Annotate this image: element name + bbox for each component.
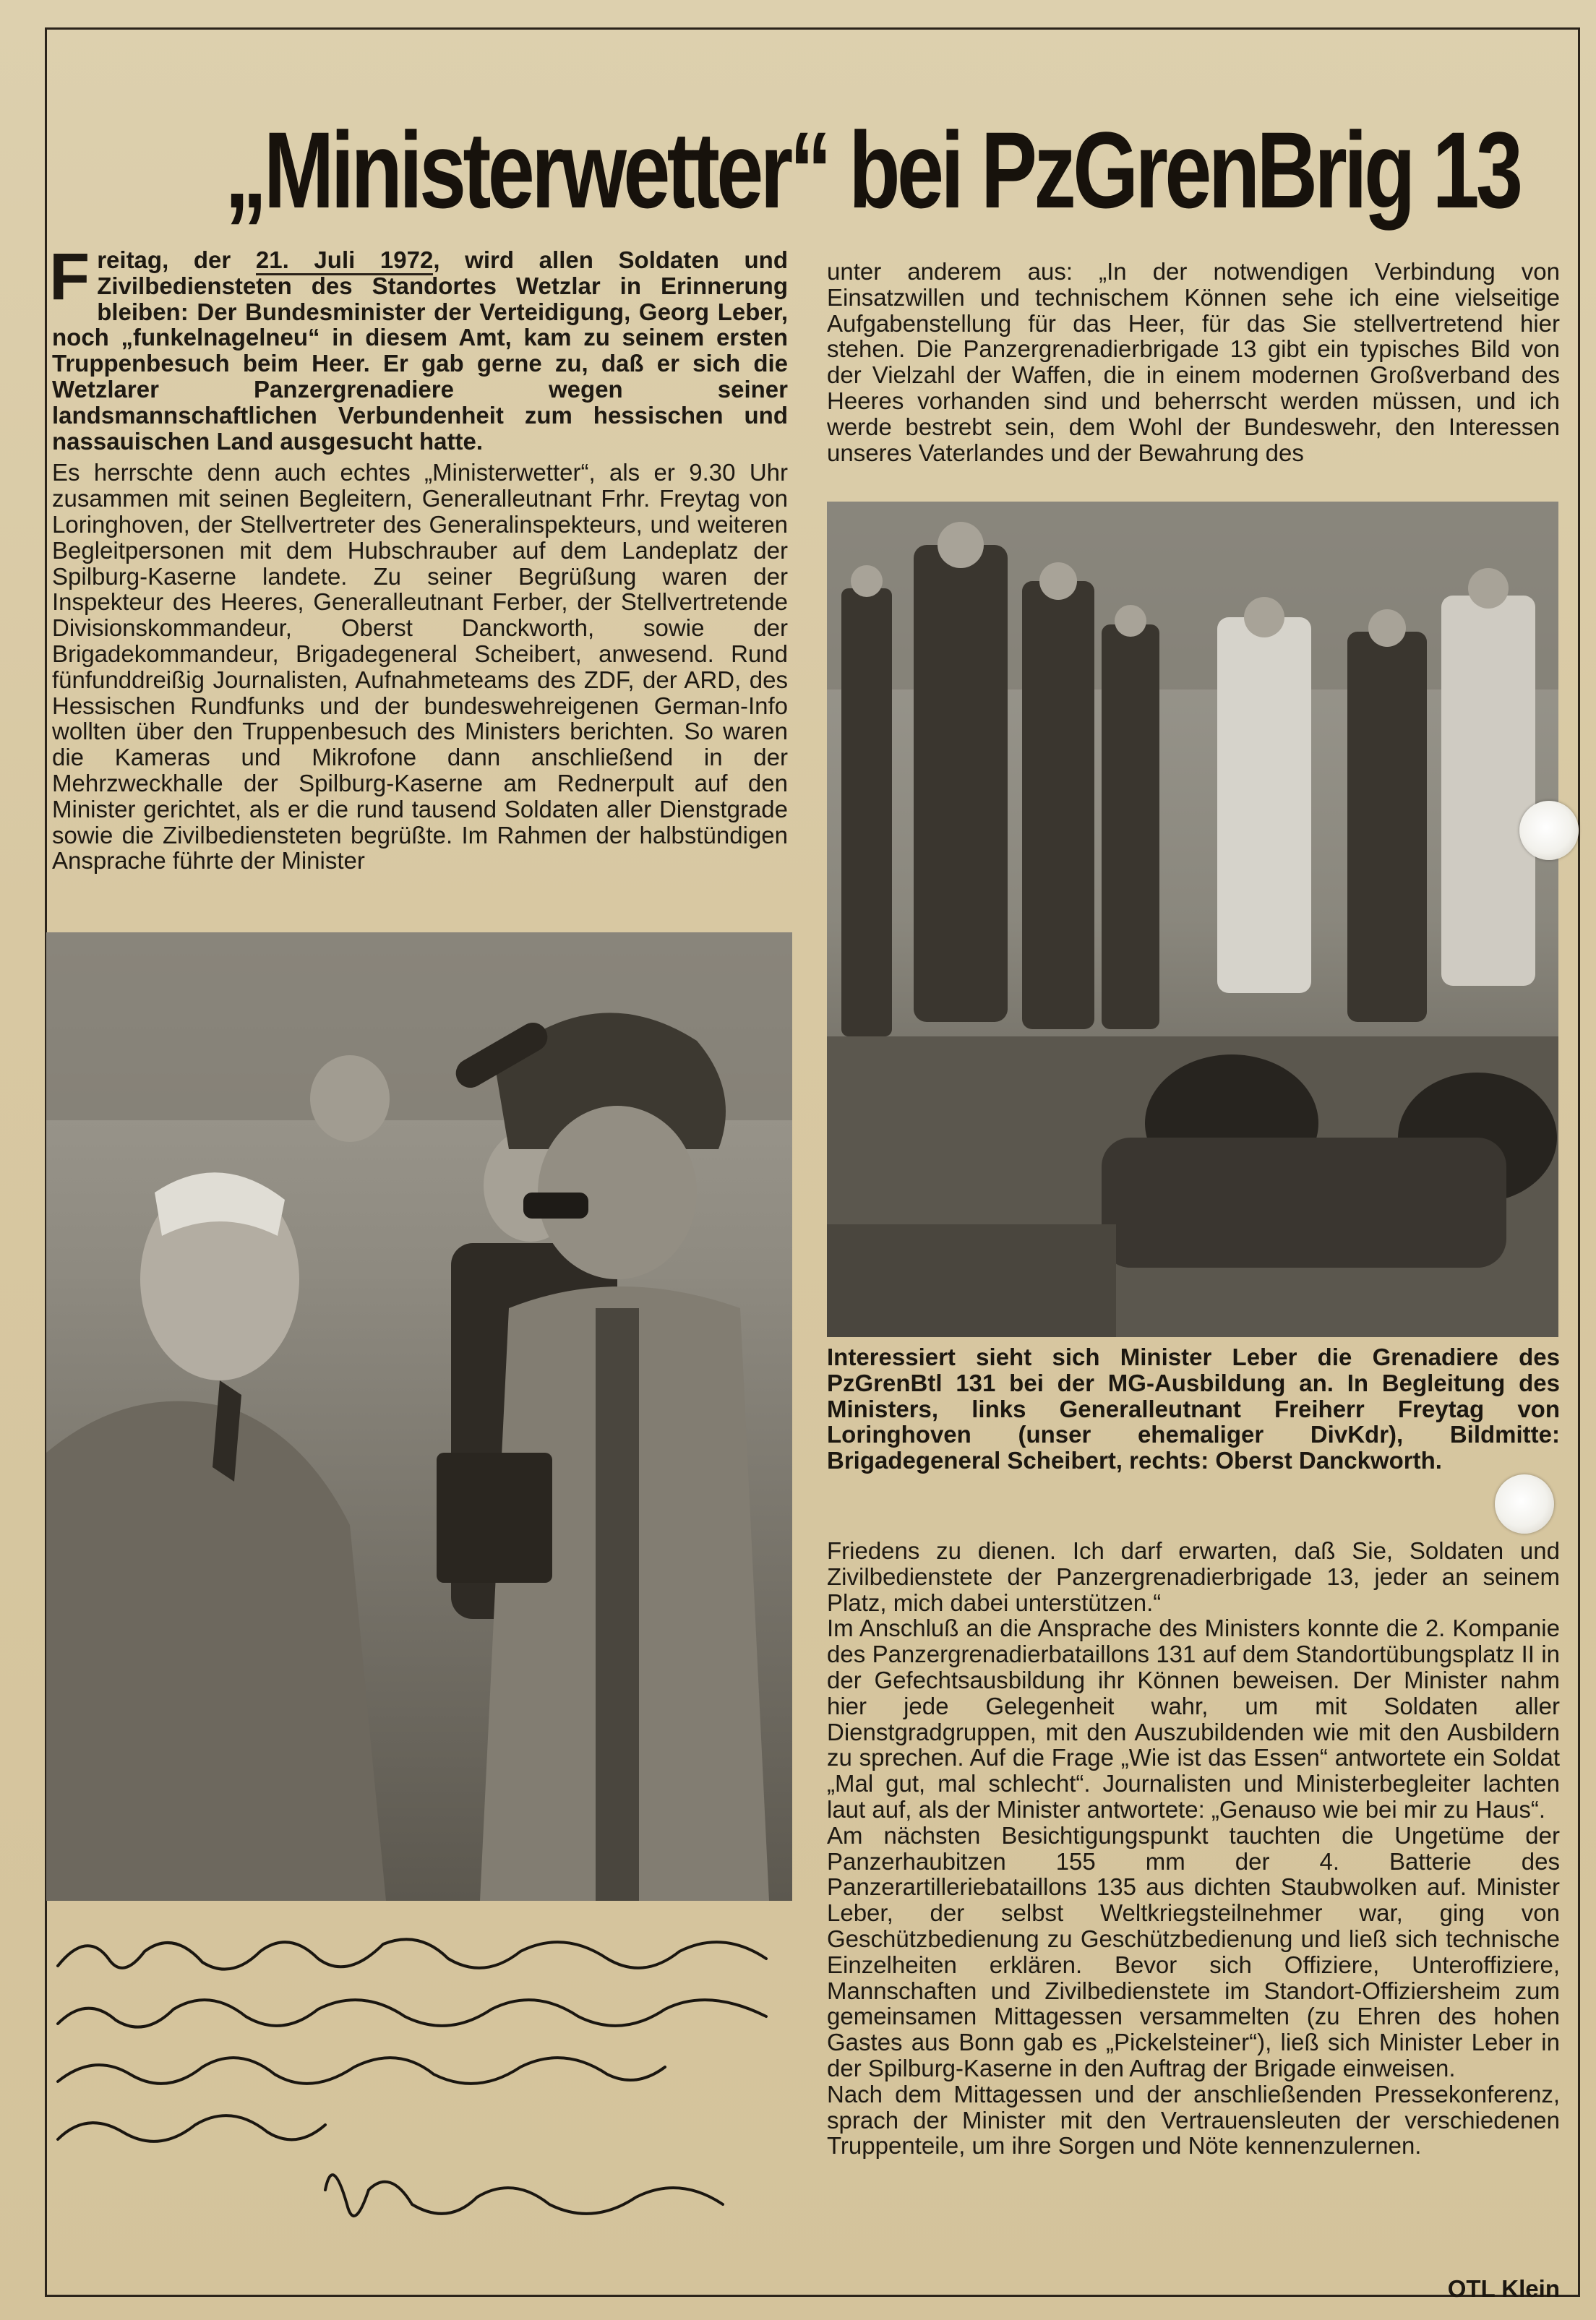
punch-hole-top xyxy=(1519,801,1579,860)
right-bottom-paragraph-4: Nach dem Mittagessen und der anschließenden Pressekonferenz, sprach der Minister mit den Vertrauensleuten der verschiedenen Truppenteile, um ihre Sorgen und Nöte kennenzulernen. xyxy=(827,2080,1560,2160)
right-column-top xyxy=(827,259,1560,465)
right-bottom-paragraph-2: Im Anschluß an die Ansprache des Ministers konnte die 2. Kompanie des Panzergrenadierbataillons 131 auf dem Standortübungsplatz II in der Gefechtsausbildung ihr Können beweisen. Der Minister nahm hier jede Gelegenheit wahr, um mit Soldaten aller Dienstgradgruppen, mit den Auszubildenden wie mit den Ausbildern zu sprechen. Auf die Frage „Wie ist das Essen“ antwortete ein Soldat „Mal gut, mal schlecht“. Journalisten und Ministerbegleiter lachten laut auf, als der Minister antwortete: „Genauso wie bei mir zu Haus“. xyxy=(827,1615,1560,1823)
right-column-bottom xyxy=(827,1538,1560,2159)
right-bottom-paragraph-3: Am nächsten Besichtigungspunkt tauchten die Ungetüme der Panzerhaubitzen 155 mm der 4. Batterie des Panzerartilleriebataillons 135 aus dichten Staubwolken auf. Minister Leber, der selbst Weltkriegsteilnehmer war, ging von Geschützbedienung zu Geschützbedienung und ließ sich technische Einzelheiten erklären. Bevor sich Offiziere, Unteroffiziere, Mannschaften und Zivilbedienstete im Standort-Offiziersheim zum gemeinsamen Mittagessen versammelten (zu Ehren des hohen Gastes aus Bonn gab es „Pickelsteiner“), ließ sich Minister Leber in der Spilburg-Kaserne in den Auftrag der Brigade einweisen. xyxy=(827,1821,1560,2081)
photo-minister-mg-training-image xyxy=(827,502,1558,1337)
left-column xyxy=(49,240,788,875)
lead-date: 21. Juli 1972 xyxy=(256,246,433,275)
photo-caption: Interessiert sieht sich Minister Leber die Grenadiere des PzGrenBtl 131 bei der MG-Ausbildung an. In Begleitung des Ministers, links Generalleutnant Freiherr Freytag von Loringhoven (unser ehemaliger DivKdr), Bildmitte: Brigadegeneral Scheibert, rechts: Oberst Danckworth. xyxy=(827,1344,1560,1474)
handwritten-dedication xyxy=(43,1901,817,2262)
lead-paragraph xyxy=(49,240,788,455)
drop-cap: F xyxy=(49,240,90,314)
author-byline: OTL Klein xyxy=(1447,2275,1560,2302)
right-bottom-paragraph-1: Friedens zu dienen. Ich darf erwarten, daß Sie, Soldaten und Zivilbedienstete der Panzergrenadierbrigade 13, jeder an seinem Platz, mich dabei unterstützen.“ xyxy=(827,1537,1560,1616)
headline: „Ministerwetter“ bei PzGrenBrig 13 xyxy=(225,109,1520,231)
punch-hole-bottom xyxy=(1495,1474,1554,1534)
photo-minister-with-soldier-image xyxy=(46,932,792,1901)
lead-pre-date: reitag, der xyxy=(97,246,256,273)
photo-minister-with-soldier xyxy=(46,932,792,1901)
paragraph-1: Es herrschte denn auch echtes „Ministerwetter“, als er 9.30 Uhr zusammen mit seinen Begleitern, Generalleutnant Frhr. Freytag von Loringhoven, der Stellvertreter des Generalinspekteurs, und weiteren Begleitpersonen mit dem Hubschrauber auf dem Landeplatz der Spilburg-Kaserne landete. Zu seiner Begrüßung waren der Inspekteur des Heeres, Generalleutnant Ferber, der Stellvertretende Divisionskommandeur, Oberst Danckworth, sowie der Brigadekommandeur, Brigadegeneral Scheibert, anwesend. Rund fünfunddreißig Journalisten, Aufnahmeteams des ZDF, der ARD, des Hessischen Rundfunks und der bundeswehreigenen German-Info wollten über den Truppenbesuch des Ministers berichten. So waren die Kameras und Mikrofone dann anschließend in der Mehrzweckhalle der Spilburg-Kaserne am Rednerpult auf den Minister gerichtet, als er die rund tausend Soldaten aller Dienstgrade sowie die Zivilbediensteten begrüßte. Im Rahmen der halbstündigen Ansprache führte der Minister xyxy=(52,459,788,875)
photo-minister-mg-training xyxy=(827,502,1558,1337)
lead-rest: , wird allen Soldaten und Zivilbediensteten des Standortes Wetzlar in Erinnerung bleiben: Der Bundesminister der Verteidigung, Georg Leber, noch „funkelnagelneu“ in diesem Amt, kam zu seinem ersten Truppenbesuch beim Heer. Er gab gerne zu, daß er sich die Wetzlarer Panzergrenadiere wegen seiner landsmannschaftlichen Verbundenheit zum hessischen und nassauischen Land ausgesucht hatte. xyxy=(52,246,788,455)
right-column-top-text: unter anderem aus: „In der notwendigen Verbindung von Einsatzwillen und technischem Können sehe ich eine vielseitige Aufgabenstellung für das Heer, für das Sie stellvertretend hier stehen. Die Panzergrenadierbrigade 13 gibt ein typisches Bild von der Vielzahl der Waffen, die in einem modernen Großverband des Heeres vorhanden sind und beherrscht werden müssen, und ich werde bestrebt sein, dem Wohl der Bundeswehr, den Interessen unseres Vaterlandes und der Bewahrung des xyxy=(827,258,1560,466)
